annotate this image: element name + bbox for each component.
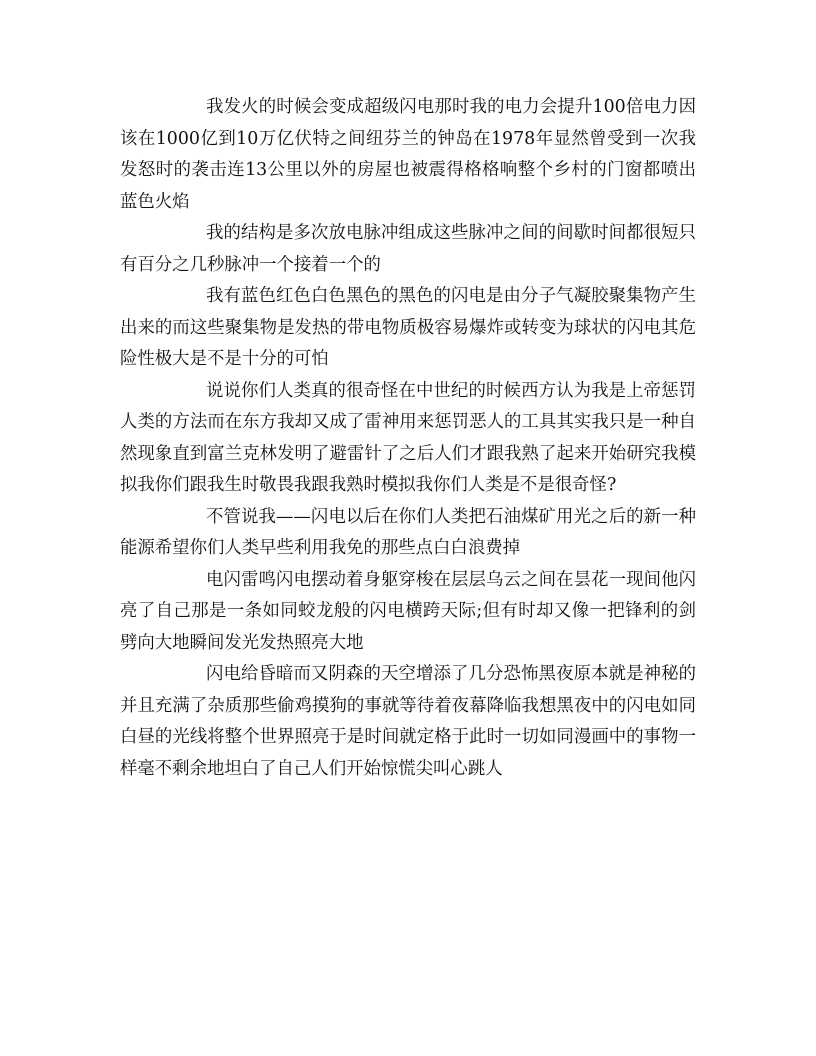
paragraph-3: 我有蓝色红色白色黑色的黑色的闪电是由分子气凝胶聚集物产生出来的而这些聚集物是发热的带电物质极容易爆炸或转变为球状的闪电其危险性极大是不是十分的可怕 xyxy=(120,286,696,369)
paragraph-2: 我的结构是多次放电脉冲组成这些脉冲之间的间歇时间都很短只有百分之几秒脉冲一个接着一个的 xyxy=(120,223,696,275)
paragraph-5: 不管说我——闪电以后在你们人类把石油煤矿用光之后的新一种能源希望你们人类早些利用我免的那些点白白浪费掉 xyxy=(120,506,696,558)
paragraph-4: 说说你们人类真的很奇怪在中世纪的时候西方认为我是上帝惩罚人类的方法而在东方我却又成了雷神用来惩罚恶人的工具其实我只是一种自然现象直到富兰克林发明了避雷针了之后人们才跟我熟了起来开始研究我模拟我你们跟我生时敬畏我跟我熟时模拟我你们人类是不是很奇怪? xyxy=(120,380,696,495)
document-body xyxy=(120,92,696,785)
paragraph-6: 电闪雷鸣闪电摆动着身躯穿梭在层层乌云之间在昙花一现间他闪亮了自己那是一条如同蛟龙般的闪电横跨天际;但有时却又像一把锋利的剑劈向大地瞬间发光发热照亮大地 xyxy=(120,569,696,653)
paragraph-1: 我发火的时候会变成超级闪电那时我的电力会提升100倍电力因该在1000亿到10万亿伏特之间纽芬兰的钟岛在1978年显然曾受到一次我发怒时的袭击连13公里以外的房屋也被震得格格响整个乡村的门窗都喷出蓝色火焰 xyxy=(120,97,696,212)
paragraph-7: 闪电给昏暗而又阴森的天空增添了几分恐怖黑夜原本就是神秘的并且充满了杂质那些偷鸡摸狗的事就等待着夜幕降临我想黑夜中的闪电如同白昼的光线将整个世界照亮于是时间就定格于此时一切如同漫画中的事物一样毫不剩余地坦白了自己人们开始惊慌尖叫心跳人 xyxy=(120,664,696,779)
